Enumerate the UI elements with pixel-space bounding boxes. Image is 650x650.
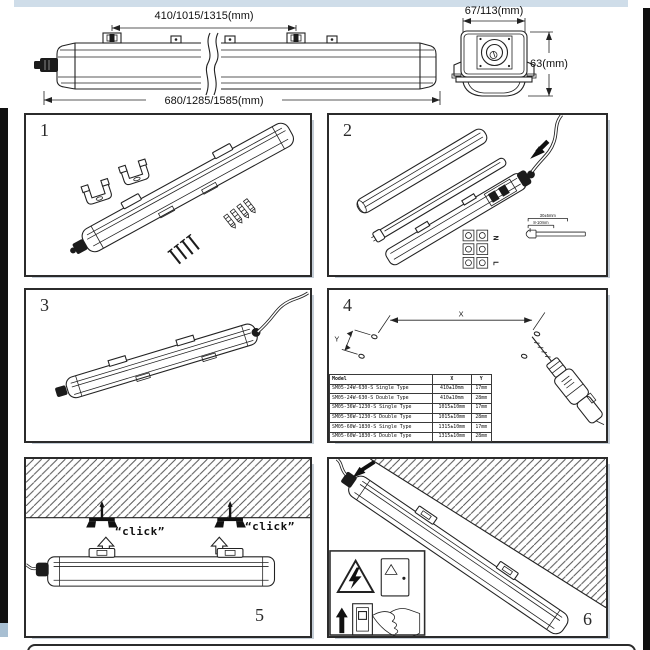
mounting-clip-icon — [81, 179, 113, 206]
step-6-panel — [327, 457, 608, 638]
wire-strip-diagram — [526, 213, 585, 238]
step-1-panel — [24, 113, 312, 277]
power-on-inset — [330, 551, 425, 636]
table-row: SM05-60W-1830-S Double Type 1315±10mm 28mm — [330, 432, 492, 442]
power-cable — [258, 293, 308, 332]
end-width-label: 67/113(mm) — [464, 5, 524, 17]
mounting-clip-icon — [99, 33, 125, 43]
terminal-n-label: N — [491, 235, 499, 241]
step-3-illustration — [26, 290, 310, 441]
drill-icon — [524, 330, 606, 432]
col-header-x: X — [433, 375, 471, 385]
step-number: 1 — [40, 120, 49, 140]
drill-template — [334, 309, 544, 359]
step-number: 4 — [343, 295, 352, 315]
axis-x-label: X — [458, 309, 464, 319]
table-row: SM05-36W-1230-S Single Type 1015±10mm 17mm — [330, 403, 492, 413]
table-row: SM05-36W-1230-S Double Type 1015±10mm 28mm — [330, 413, 492, 423]
connect-arrow-icon — [353, 462, 375, 478]
terminal-block — [463, 230, 499, 268]
strip-length-label: 8-10mm — [533, 219, 549, 225]
col-header-model: Model — [330, 375, 433, 385]
left-edge-accent — [0, 623, 8, 637]
fixture-body — [26, 548, 275, 586]
table-row: SM05-24W-630-S Single Type 410±10mm 17mm — [330, 384, 492, 394]
step-1-illustration — [26, 115, 310, 275]
fixture-side-view — [34, 10, 440, 107]
strip-length-label: 30±5mm — [539, 212, 556, 218]
col-header-y: Y — [471, 375, 491, 385]
axis-y-label: Y — [334, 334, 340, 344]
wall-anchors-icon — [224, 199, 257, 230]
step-number: 3 — [40, 295, 49, 315]
screws-icon — [168, 234, 202, 265]
dimension-drawing — [0, 0, 650, 110]
step-2-illustration — [329, 115, 606, 275]
inner-length-label: 410/1015/1315(mm) — [154, 10, 254, 22]
mounting-clip-icon — [119, 159, 151, 186]
step-4-panel — [327, 288, 608, 443]
ceiling-hatch — [26, 459, 310, 518]
step-3-panel — [24, 288, 312, 443]
fixture-end-view — [452, 5, 568, 96]
overall-length-label: 680/1285/1585(mm) — [164, 95, 264, 107]
step-2-panel — [327, 113, 608, 277]
model-spec-table — [329, 374, 492, 442]
step-5-illustration — [26, 459, 310, 636]
click-label: “click” — [115, 525, 165, 538]
left-edge-bar — [0, 108, 8, 623]
step-5-panel — [24, 457, 312, 638]
step-number: 5 — [255, 605, 264, 625]
step-number: 6 — [583, 609, 592, 629]
step-6-illustration — [329, 459, 606, 636]
terminal-l-label: L — [491, 261, 499, 266]
small-bracket-icon — [171, 36, 337, 43]
mounting-clip-icon — [283, 33, 309, 43]
fixture-body — [51, 316, 264, 405]
step-number: 2 — [343, 120, 352, 140]
end-height-label: 63(mm) — [530, 58, 568, 70]
table-row: SM05-24W-630-S Double Type 410±10mm 28mm — [330, 394, 492, 404]
fixture-body — [61, 115, 297, 264]
break-symbol — [201, 32, 221, 95]
next-section-box — [27, 644, 636, 650]
click-label: “click” — [245, 520, 295, 533]
table-row: SM05-60W-1830-S Single Type 1315±10mm 17mm — [330, 423, 492, 433]
